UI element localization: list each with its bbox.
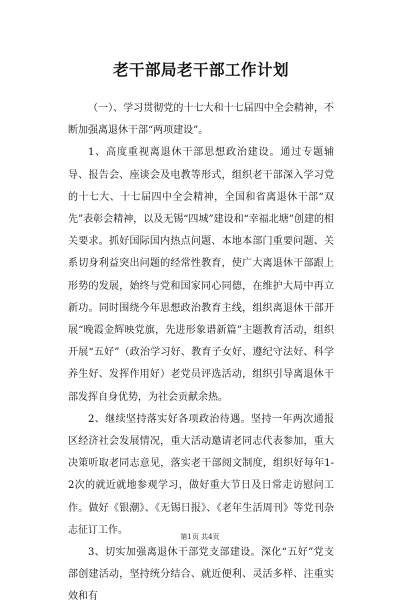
paragraph-item-2: 2、继续坚持落实好各项政治待遇。坚持一年两次通报区经济社会发展情况，重大活动邀请老同志代表参加，重大决策听取老同志意见，落实老干部阅文制度，组织好每年1-2次的就近就地参观学习，做好重大节日及日常走访慰问工作。做好《银潮》、《无锡日报》、《老年生活周刊》等党刊杂志征订工作。 (68, 413, 334, 536)
document-title: 老干部局老干部工作计划 (112, 60, 289, 79)
page-number-footer: 第1页 共4页 (180, 533, 220, 541)
paragraph-item-1: 1、高度重视离退休干部思想政治建设。通过专题辅导、报告会、座谈会及电教等形式，组织老干部深入学习党的十七大、十七届四中全会精神，全国和省离退休干部“双先”表彰会精神，以及无锡“四城”建设和“幸福北塘”创建的相关要求。抓好国际国内热点问题、本地本部门重要问题、关系切身利益突出问题的经常性教育，使广大离退休干部跟上形势的发展，始终与党和国家同心同德，在维护大局中再立新功。同时围绕今年思想政治教育主线，组织离退休干部开展“晚霞金辉映党旗，先进形象谱新篇”主题教育活动，组织开展“五好”（政治学习好、教育子女好、遵纪守法好、科学养生好、发挥作用好）老党员评选活动，组织引导离退休干部发挥自身优势，为社会贡献余热。 (68, 147, 334, 403)
paragraph-intro: （一）、学习贯彻党的十七大和十七届四中全会精神，不断加强离退休干部“两项建设”。 (68, 103, 334, 137)
paragraph-item-3: 3、切实加强离退休干部党支部建设。深化“五好”党支部创建活动，坚持统分结合、就近便利、灵活多样、注重实效和有 (68, 547, 334, 603)
